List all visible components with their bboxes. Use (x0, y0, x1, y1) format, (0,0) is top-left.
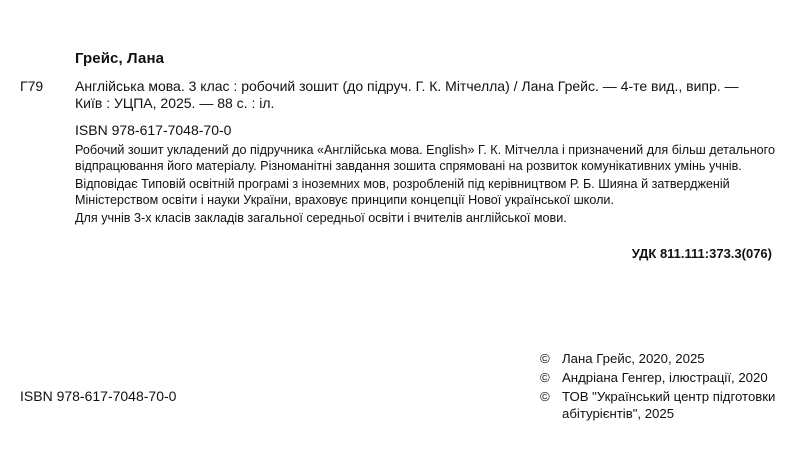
annotation-paragraph-2: Відповідає Типовій освітній програмі з іноземних мов, розробленій під керівництвом Р. Б. Шияна й затвердженій Міністерством освіти і науки України, враховує принципи концепції Нової української школи. (75, 177, 730, 207)
annotation (75, 142, 780, 226)
copyright-text: ТОВ "Український центр підготовки абітурієнтів", 2025 (562, 389, 776, 421)
classification-code: Г79 (20, 78, 44, 94)
bibliographic-line-2: Київ : УЦПА, 2025. — 88 с. : іл. (75, 95, 275, 111)
udc-code: УДК 811.111:373.3(076) (631, 246, 772, 261)
copyright-text: Лана Грейс, 2020, 2025 (562, 351, 705, 366)
copyright-block (540, 350, 790, 424)
copyright-sign: © (540, 389, 550, 404)
bibliographic-line-1: Англійська мова. 3 клас : робочий зошит (до підруч. Г. К. Мітчелла) / Лана Грейс. — 4-те вид., випр. — (75, 78, 739, 94)
bibliographic-description (75, 78, 775, 112)
isbn-bottom: ISBN 978-617-7048-70-0 (20, 388, 177, 404)
annotation-paragraph-1: Робочий зошит укладений до підручника «Англійська мова. English» Г. К. Мітчелла і призначений для більш детального відпрацювання його матеріалу. Різноманітні завдання зошита спрямовані на розвиток комунікативних умінь учнів. (75, 143, 775, 173)
copyright-sign: © (540, 370, 550, 385)
copyright-sign: © (540, 351, 550, 366)
copyright-row (540, 350, 790, 367)
author-name: Грейс, Лана (75, 50, 165, 67)
copyright-row (540, 388, 790, 422)
copyright-text: Андріана Генгер, ілюстрації, 2020 (562, 370, 768, 385)
isbn-top: ISBN 978-617-7048-70-0 (75, 122, 232, 138)
annotation-paragraph-3: Для учнів 3-х класів закладів загальної середньої освіти і вчителів англійської мови. (75, 211, 567, 225)
copyright-row (540, 369, 790, 386)
